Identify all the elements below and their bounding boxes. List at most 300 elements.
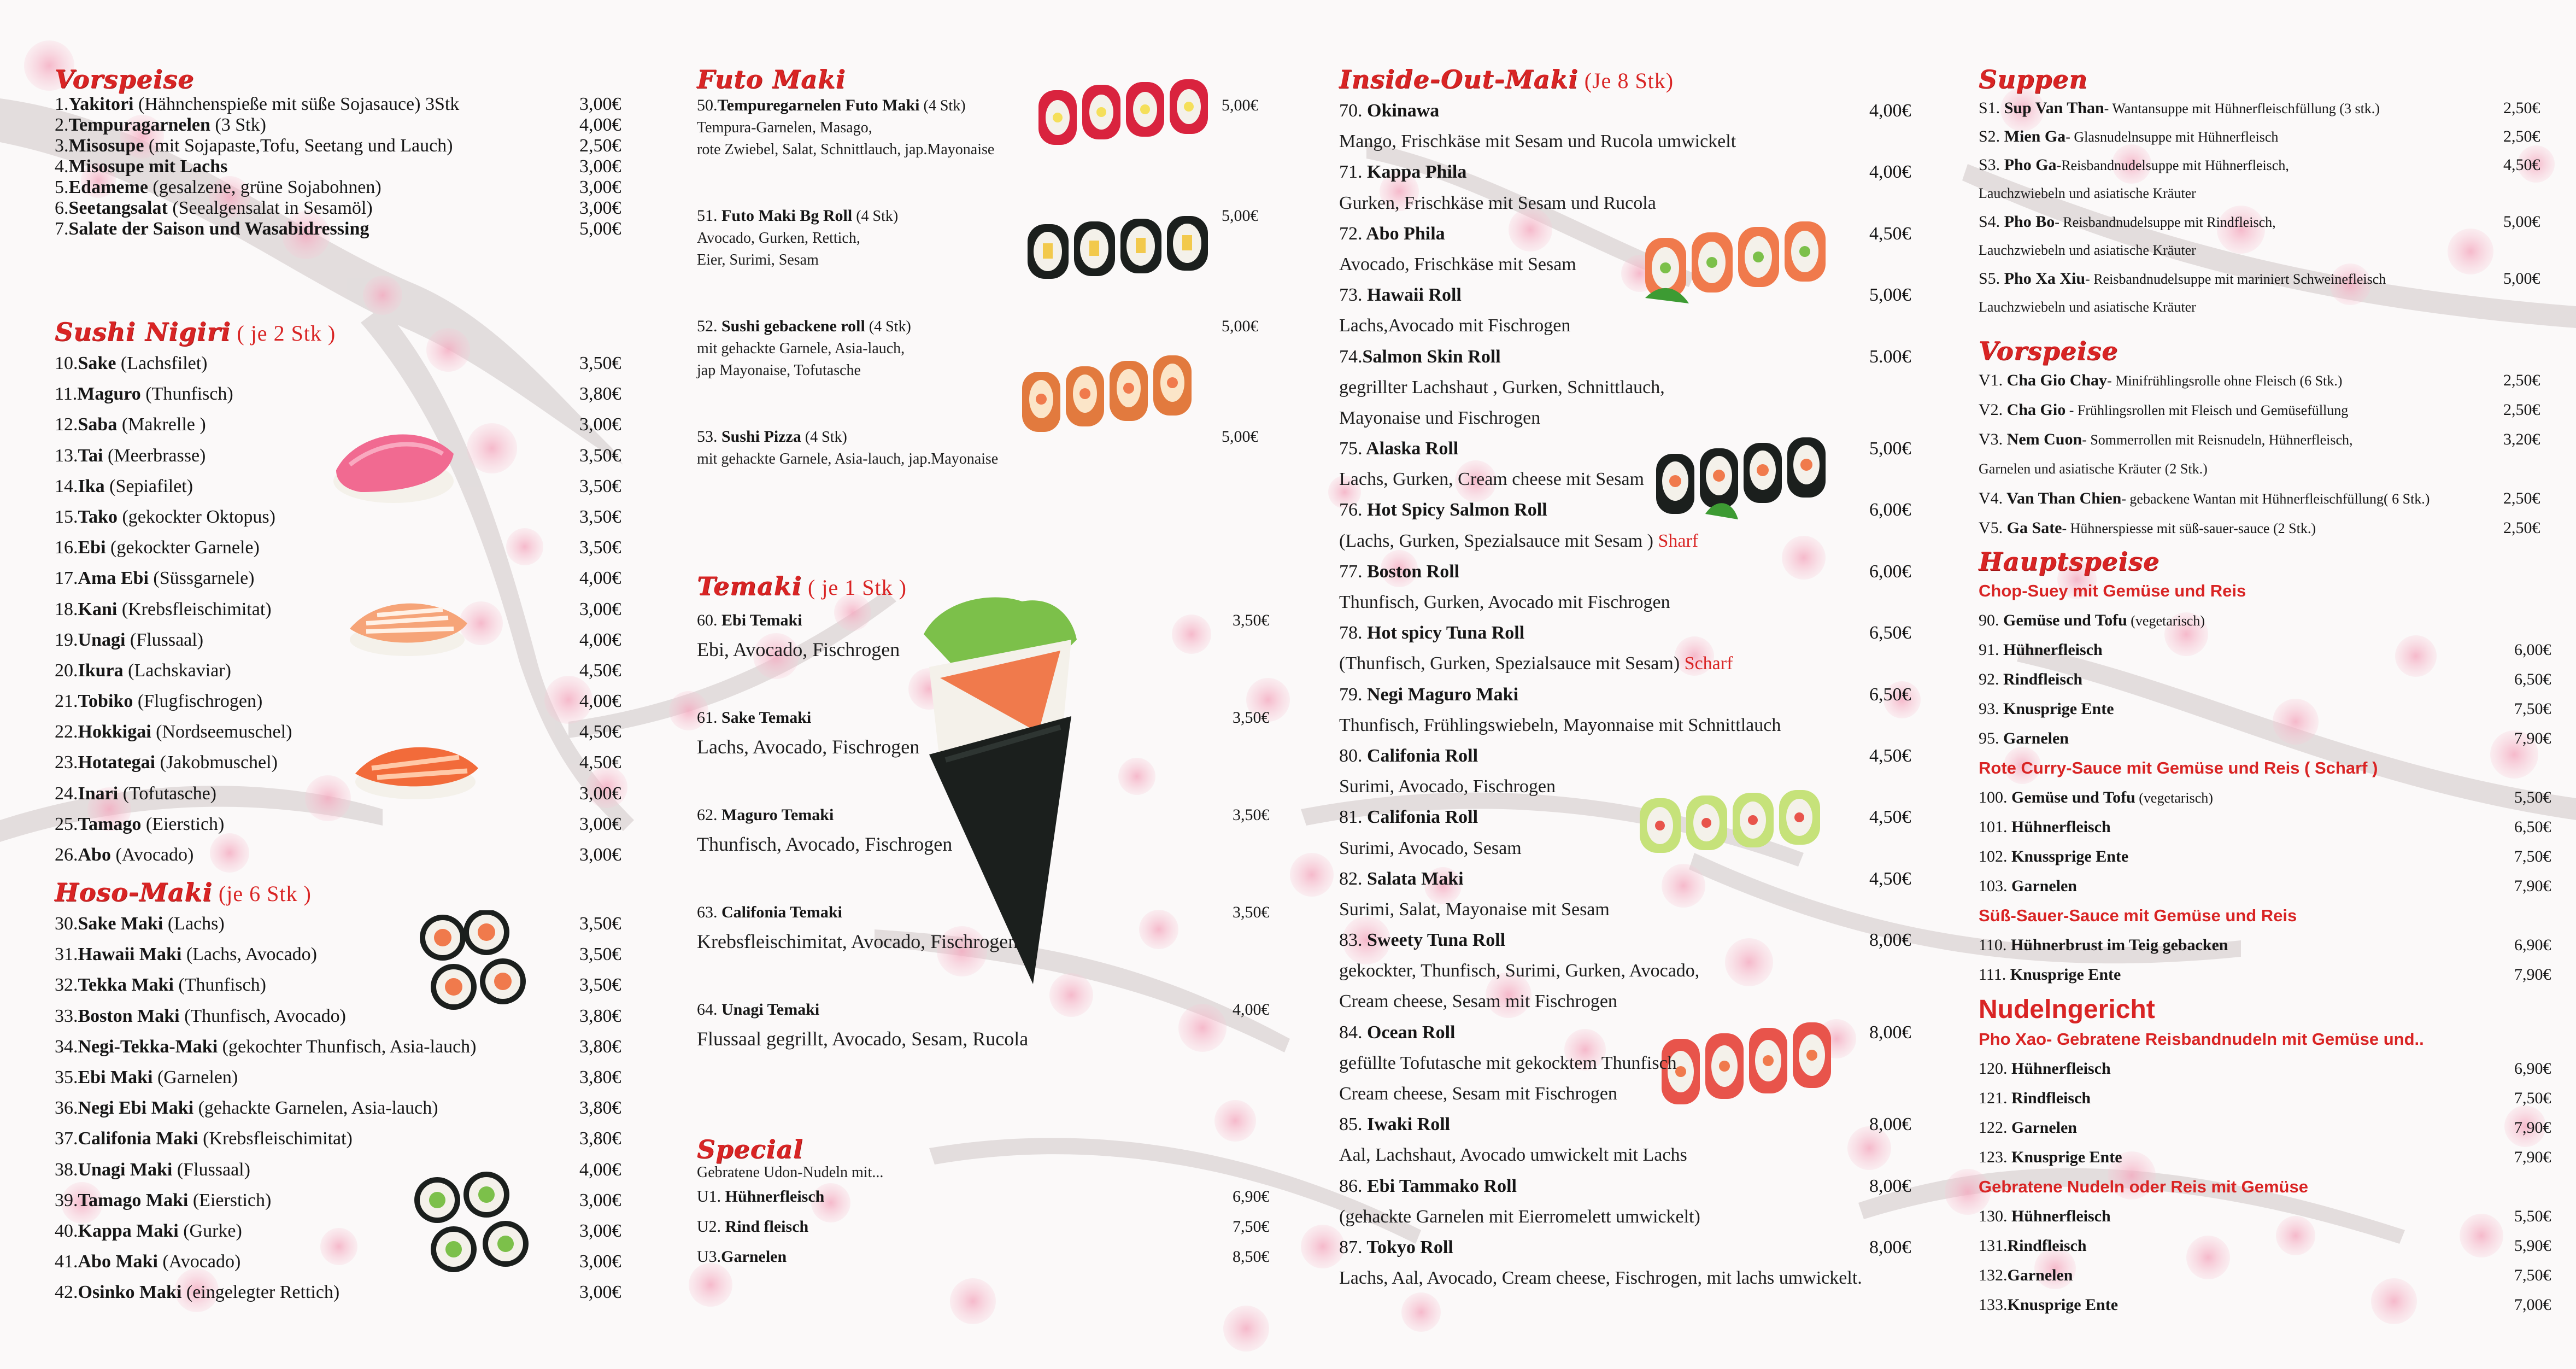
item-number: U3. bbox=[697, 1248, 721, 1266]
item-detail: Cream cheese, Sesam mit Fischrogen bbox=[1339, 991, 1617, 1012]
item-name: Califonia Temaki bbox=[717, 903, 842, 921]
menu-item bbox=[55, 1062, 629, 1093]
item-detail: Eier, Surimi, Sesam bbox=[697, 251, 819, 268]
item-number: V2. bbox=[1979, 401, 2003, 419]
item-description: (Garnelen) bbox=[152, 1067, 238, 1087]
menu-item bbox=[1979, 960, 2558, 990]
item-price: 2,50€ bbox=[579, 136, 621, 156]
item-number: 92. bbox=[1979, 670, 1999, 688]
item-price: 3,80€ bbox=[579, 1005, 621, 1026]
item-name: Hawaii Maki bbox=[78, 944, 182, 965]
item-price: 3,50€ bbox=[1233, 709, 1270, 727]
item-detail-text: (Thunfisch, Gurken, Spezialsauce mit Sesam) bbox=[1339, 653, 1680, 674]
item-description: (Tofutasche) bbox=[118, 783, 216, 804]
item-detail: Garnelen und asiatische Kräuter (2 Stk.) bbox=[1979, 461, 2208, 477]
item-name: Hokkigai bbox=[78, 722, 151, 742]
item-price: 6,00€ bbox=[1869, 500, 1911, 520]
section-sushi-nigiri bbox=[55, 317, 629, 870]
menu-item bbox=[55, 471, 629, 502]
item-detail: Lachs, Aal, Avocado, Cream cheese, Fischrogen, mit lachs umwickelt. bbox=[1339, 1268, 1862, 1289]
item-name: Unagi Maki bbox=[78, 1159, 173, 1180]
item-number: 77. bbox=[1339, 561, 1363, 582]
menu-item bbox=[1339, 219, 1929, 249]
section-suppen bbox=[1979, 65, 2558, 321]
menu-item bbox=[1979, 871, 2558, 901]
section-hauptspeise bbox=[1979, 547, 2558, 990]
menu-item bbox=[1339, 925, 1929, 956]
item-name: Ama Ebi bbox=[78, 568, 149, 589]
item-number: 62. bbox=[697, 806, 718, 824]
item-description: (Thunfisch) bbox=[140, 384, 233, 405]
item-name: Knusprige Ente bbox=[2006, 966, 2121, 984]
item-description: (Flussaal) bbox=[172, 1159, 250, 1180]
item-price: 8,50€ bbox=[1233, 1248, 1270, 1266]
item-description: (Nordseemuschel) bbox=[151, 722, 292, 742]
item-name: Tamago Maki bbox=[78, 1190, 189, 1210]
item-detail: Thunfisch, Frühlingswiebeln, Mayonnaise mit Schnittlauch bbox=[1339, 715, 1781, 735]
item-number: 25. bbox=[55, 814, 78, 834]
menu-item bbox=[55, 219, 629, 239]
item-name: Rind fleisch bbox=[721, 1218, 809, 1236]
item-detail: Mango, Frischkäse mit Sesam und Rucola umwickelt bbox=[1339, 131, 1736, 152]
item-number: 7. bbox=[55, 219, 69, 239]
menu-item bbox=[55, 533, 629, 563]
item-number: S4. bbox=[1979, 213, 2000, 231]
item-description: - Glasnudelnsuppe mit Hühnerfleisch bbox=[2066, 129, 2279, 145]
section-title: Vorspeise bbox=[55, 65, 195, 94]
item-price: 4,00€ bbox=[1869, 162, 1911, 183]
menu-item-group bbox=[697, 801, 1276, 859]
menu-item bbox=[1339, 1171, 1929, 1202]
menu-item bbox=[55, 156, 629, 177]
item-price: 6,90€ bbox=[1233, 1187, 1270, 1206]
item-name: Garnelen bbox=[721, 1248, 787, 1266]
item-detail: mit gehackte Garnele, Asia-lauch, jap.Mayonaise bbox=[697, 451, 999, 467]
item-price: 7,90€ bbox=[2514, 877, 2551, 895]
item-price: 7,50€ bbox=[1233, 1218, 1270, 1236]
item-price: 5,00€ bbox=[1869, 285, 1911, 306]
item-price: 3,00€ bbox=[579, 198, 621, 218]
item-number: 101. bbox=[1979, 818, 2008, 836]
item-detail: Lauchzwiebeln und asiatische Kräuter bbox=[1979, 299, 2196, 315]
item-detail: jap Mayonaise, Tofutasche bbox=[697, 362, 861, 379]
item-price: 5,50€ bbox=[2514, 1207, 2551, 1225]
item-name: Seetangsalat bbox=[68, 198, 168, 218]
menu-item-group bbox=[697, 899, 1276, 957]
item-price: 4,00€ bbox=[579, 691, 621, 712]
item-number: 80. bbox=[1339, 745, 1363, 766]
subsection-title: Rote Curry-Sauce mit Gemüse und Reis ( Scharf ) bbox=[1979, 758, 2378, 777]
item-price: 5,90€ bbox=[2514, 1237, 2551, 1255]
item-name: Alaska Roll bbox=[1362, 438, 1459, 459]
item-price: 7,90€ bbox=[2514, 966, 2551, 984]
subsection-title: Pho Xao- Gebratene Reisbandnudeln mit Gemüse und.. bbox=[1979, 1029, 2424, 1049]
item-price: 4,00€ bbox=[579, 1159, 621, 1180]
item-price: 3,50€ bbox=[579, 353, 621, 373]
item-number: 130. bbox=[1979, 1207, 2008, 1225]
item-number: 72. bbox=[1339, 223, 1363, 244]
item-price: 5,50€ bbox=[2514, 788, 2551, 806]
menu-item bbox=[697, 899, 1276, 926]
item-price: 4,00€ bbox=[579, 568, 621, 589]
item-description: (3 Stk) bbox=[210, 115, 266, 135]
item-name: Pho Xa Xiu bbox=[2000, 270, 2086, 288]
item-price: 2,50€ bbox=[2503, 519, 2540, 537]
item-number: 83. bbox=[1339, 930, 1363, 951]
item-number: 102. bbox=[1979, 847, 2008, 865]
item-name: Ebi Maki bbox=[78, 1067, 153, 1087]
item-name: Garnelen bbox=[2007, 1119, 2077, 1137]
item-price: 4,50€ bbox=[1869, 868, 1911, 889]
item-description: - Hühnerspiesse mit süß-sauer-sauce (2 Stk.) bbox=[2062, 520, 2316, 536]
item-number: 81. bbox=[1339, 807, 1363, 828]
menu-item bbox=[55, 563, 629, 594]
item-detail: Krebsfleischimitat, Avocado, Fischrogen bbox=[697, 931, 1018, 952]
menu-item bbox=[1979, 842, 2558, 871]
item-price: 4,50€ bbox=[579, 752, 621, 773]
item-number: 75. bbox=[1339, 438, 1363, 459]
item-description: (Sepiafilet) bbox=[104, 476, 193, 496]
item-detail: Lachs,Avocado mit Fischrogen bbox=[1339, 315, 1571, 336]
item-number: 37. bbox=[55, 1128, 78, 1149]
item-price: 5,00€ bbox=[2503, 213, 2540, 231]
item-name: Osinko Maki bbox=[78, 1282, 182, 1303]
item-number: 34. bbox=[55, 1036, 78, 1057]
item-name: Sake Maki bbox=[78, 914, 163, 934]
item-price: 8,00€ bbox=[1869, 1022, 1911, 1043]
section-hoso-maki bbox=[55, 877, 629, 1308]
item-price: 7,90€ bbox=[2514, 1148, 2551, 1166]
spicy-label: Scharf bbox=[1680, 653, 1733, 674]
section-title: Futo Maki bbox=[697, 65, 846, 94]
item-price: 7,50€ bbox=[2514, 1089, 2551, 1107]
item-number: 50. bbox=[697, 96, 718, 114]
item-name: Abo Maki bbox=[78, 1251, 158, 1272]
item-number: 2. bbox=[55, 115, 69, 135]
item-price: 4,00€ bbox=[1233, 1001, 1270, 1019]
item-description: (mit Sojapaste,Tofu, Seetang und Lauch) bbox=[144, 136, 453, 156]
item-price: 6,90€ bbox=[2514, 1060, 2551, 1078]
item-number: U1. bbox=[697, 1187, 721, 1206]
menu-item bbox=[1339, 864, 1929, 894]
item-detail: Surimi, Avocado, Sesam bbox=[1339, 838, 1522, 858]
menu-item bbox=[55, 840, 629, 870]
item-number: 26. bbox=[55, 845, 78, 865]
item-name: Abo Phila bbox=[1362, 223, 1445, 244]
menu-item bbox=[1339, 618, 1929, 648]
item-detail: Avocado, Frischkäse mit Sesam bbox=[1339, 254, 1576, 274]
item-number: 100. bbox=[1979, 788, 2008, 806]
item-number: 53. bbox=[697, 428, 718, 446]
item-price: 3,80€ bbox=[579, 1036, 621, 1057]
item-number: 10. bbox=[55, 353, 78, 373]
item-price: 3,80€ bbox=[579, 384, 621, 405]
item-price: 3,50€ bbox=[579, 914, 621, 934]
menu-item bbox=[55, 1124, 629, 1154]
item-number: S2. bbox=[1979, 127, 2000, 145]
item-price: 6,50€ bbox=[2514, 818, 2551, 836]
section-vorspeise bbox=[55, 65, 629, 239]
item-price: 5,00€ bbox=[1222, 317, 1259, 335]
item-number: 133. bbox=[1979, 1296, 2008, 1314]
item-name: Gemüse und Tofu bbox=[2007, 788, 2135, 806]
item-name: Hühnerbrust im Teig gebacken bbox=[2006, 936, 2228, 954]
item-number: 132. bbox=[1979, 1266, 2008, 1284]
item-name: Hawaii Roll bbox=[1362, 285, 1462, 306]
item-name: Rindfleisch bbox=[2007, 1089, 2091, 1107]
menu-item bbox=[55, 441, 629, 471]
item-description: (Lachs, Avocado) bbox=[181, 944, 318, 965]
item-name: Tai bbox=[78, 445, 103, 466]
menu-item bbox=[697, 1212, 1276, 1242]
item-name: Tempuragarnelen bbox=[68, 115, 210, 135]
menu-item-group bbox=[697, 704, 1276, 762]
item-name: Salate der Saison und Wasabidressing bbox=[68, 219, 369, 239]
item-description: (Lachsfilet) bbox=[116, 353, 208, 373]
item-number: 30. bbox=[55, 914, 78, 934]
item-description: (Meerbrasse) bbox=[103, 445, 206, 466]
item-detail: Surimi, Salat, Mayonaise mit Sesam bbox=[1339, 899, 1610, 920]
item-detail: Mayonaise und Fischrogen bbox=[1339, 407, 1541, 428]
item-number: 74. bbox=[1339, 346, 1363, 367]
menu-item bbox=[697, 1181, 1276, 1212]
item-number: U2. bbox=[697, 1218, 721, 1236]
item-price: 3,00€ bbox=[579, 814, 621, 834]
item-number: 70. bbox=[1339, 101, 1363, 121]
item-description: (Eierstich) bbox=[141, 814, 225, 834]
menu-item bbox=[697, 425, 1276, 448]
item-name: Cha Gio bbox=[2003, 401, 2066, 419]
menu-item-group bbox=[697, 996, 1276, 1054]
item-number: 15. bbox=[55, 506, 78, 527]
item-number: 13. bbox=[55, 445, 78, 466]
item-number: 121. bbox=[1979, 1089, 2008, 1107]
menu-item bbox=[697, 704, 1276, 732]
menu-item-group bbox=[697, 94, 1276, 161]
item-name: Negi-Tekka-Maki bbox=[78, 1036, 218, 1057]
item-number: 19. bbox=[55, 629, 78, 650]
item-name: Rindfleisch bbox=[1999, 670, 2083, 688]
item-name: Iwaki Roll bbox=[1362, 1114, 1451, 1135]
menu-item bbox=[55, 809, 629, 840]
item-price: 5,00€ bbox=[579, 219, 621, 239]
menu-item bbox=[1979, 1202, 2558, 1231]
item-number: 16. bbox=[55, 537, 78, 558]
menu-item bbox=[697, 1242, 1276, 1272]
menu-item bbox=[1979, 694, 2558, 724]
item-number: 64. bbox=[697, 1001, 718, 1019]
item-description: (gesalzene, grüne Sojabohnen) bbox=[148, 177, 382, 197]
menu-item bbox=[1979, 1084, 2558, 1113]
item-number: 122. bbox=[1979, 1119, 2008, 1137]
item-description: (Flussaal) bbox=[125, 629, 204, 650]
item-name: Knusprige Ente bbox=[2007, 1148, 2122, 1166]
item-price: 2,50€ bbox=[2503, 489, 2540, 507]
item-name: Hühnerfleisch bbox=[1999, 641, 2103, 659]
item-price: 3,50€ bbox=[579, 944, 621, 965]
item-price: 4,50€ bbox=[579, 722, 621, 742]
menu-item bbox=[55, 177, 629, 198]
item-description: (Süssgarnele) bbox=[148, 568, 255, 589]
menu-item bbox=[55, 717, 629, 747]
item-name: Tobiko bbox=[78, 691, 133, 712]
item-name: Ebi bbox=[78, 537, 106, 558]
item-description: (Flugfischrogen) bbox=[133, 691, 263, 712]
item-number: 42. bbox=[55, 1282, 78, 1303]
item-detail: (gehackte Garnelen mit Eierromelett umwickelt) bbox=[1339, 1206, 1700, 1227]
item-description: (gekochter Thunfisch, Asia-lauch) bbox=[218, 1036, 477, 1057]
item-price: 3,50€ bbox=[579, 476, 621, 496]
menu-item bbox=[1979, 665, 2558, 694]
item-number: V4. bbox=[1979, 489, 2003, 507]
menu-item-group bbox=[697, 204, 1276, 271]
item-number: 3. bbox=[55, 136, 69, 156]
item-price: 2,50€ bbox=[2503, 371, 2540, 389]
item-price: 8,00€ bbox=[1869, 1237, 1911, 1257]
menu-item bbox=[55, 1155, 629, 1185]
section-vorspeise-2 bbox=[1979, 336, 2558, 543]
section-title: Hauptspeise bbox=[1979, 547, 2160, 576]
item-price: 3,00€ bbox=[579, 1251, 621, 1272]
item-description: - Sommerrollen mit Reisnudeln, Hühnerfleisch, bbox=[2082, 432, 2353, 448]
item-price: 7,50€ bbox=[2514, 1266, 2551, 1284]
item-name: Van Than Chien bbox=[2003, 489, 2122, 507]
item-price: 3,00€ bbox=[579, 94, 621, 114]
item-number: 35. bbox=[55, 1067, 78, 1087]
item-price: 4,50€ bbox=[1869, 807, 1911, 828]
item-name: Boston Maki bbox=[78, 1005, 180, 1026]
section-title: Inside-Out-Maki (Je 8 Stk) bbox=[1339, 65, 1674, 94]
section-title: Suppen bbox=[1979, 65, 2088, 94]
item-number: 32. bbox=[55, 975, 78, 996]
item-name: Mien Ga bbox=[2000, 127, 2066, 145]
item-description: - Wantansuppe mit Hühnerfleischfüllung (3 stk.) bbox=[2104, 101, 2380, 116]
item-number: 41. bbox=[55, 1251, 78, 1272]
item-name: Garnelen bbox=[2007, 877, 2077, 895]
item-name: Okinawa bbox=[1362, 101, 1440, 121]
item-description: (gehackte Garnelen, Asia-lauch) bbox=[193, 1098, 438, 1119]
item-name: Pho Bo bbox=[2000, 213, 2055, 231]
item-description: (Avocado) bbox=[110, 845, 194, 865]
section-title: Special bbox=[697, 1134, 803, 1164]
item-name: Negi Maguro Maki bbox=[1362, 684, 1519, 705]
item-detail: Thunfisch, Avocado, Fischrogen bbox=[697, 833, 953, 855]
menu-item bbox=[55, 1277, 629, 1308]
menu-item bbox=[55, 1216, 629, 1247]
item-name: Knusprige Ente bbox=[2007, 1296, 2119, 1314]
menu-item bbox=[55, 1001, 629, 1032]
item-name: Boston Roll bbox=[1362, 561, 1460, 582]
item-price: 3,00€ bbox=[579, 845, 621, 865]
item-number: 93. bbox=[1979, 700, 1999, 718]
item-number: 52. bbox=[697, 317, 718, 335]
item-name: Sake bbox=[78, 353, 116, 373]
item-name: Tokyo Roll bbox=[1362, 1237, 1453, 1257]
item-name: Yakitori bbox=[68, 94, 134, 114]
item-number: 63. bbox=[697, 903, 718, 921]
item-name: Hot Spicy Salmon Roll bbox=[1362, 500, 1547, 520]
menu-item bbox=[1979, 425, 2558, 454]
item-name: Salmon Skin Roll bbox=[1362, 346, 1501, 367]
item-price: 6,50€ bbox=[2514, 670, 2551, 688]
item-detail: Thunfisch, Gurken, Avocado mit Fischrogen bbox=[1339, 592, 1670, 612]
item-name: Edameme bbox=[68, 177, 148, 197]
item-number: 82. bbox=[1339, 868, 1363, 889]
item-number: 103. bbox=[1979, 877, 2008, 895]
item-number: 5. bbox=[55, 177, 69, 197]
menu-item bbox=[55, 1093, 629, 1124]
subsection-title: Gebratene Nudeln oder Reis mit Gemüse bbox=[1979, 1177, 2308, 1196]
subsection-title: Süß-Sauer-Sauce mit Gemüse und Reis bbox=[1979, 906, 2297, 925]
item-name: Califonia Roll bbox=[1362, 745, 1478, 766]
item-name: Pho Ga bbox=[2000, 156, 2057, 174]
section-title: Sushi Nigiri ( je 2 Stk ) bbox=[55, 317, 336, 347]
item-price: 3,80€ bbox=[579, 1128, 621, 1149]
item-detail bbox=[1339, 648, 1929, 679]
item-detail: Flussaal gegrillt, Avocado, Sesam, Rucola bbox=[697, 1028, 1029, 1050]
item-price: 3,00€ bbox=[579, 1220, 621, 1241]
item-name: Tempuregarnelen Futo Maki bbox=[717, 96, 920, 114]
item-description: - Reisbandnudelsuppe mit mariniert Schweinefleisch bbox=[2085, 271, 2386, 287]
menu-item bbox=[55, 939, 629, 970]
item-name: Ika bbox=[78, 476, 105, 496]
item-name: Sushi gebackene roll bbox=[717, 317, 865, 335]
section-title: Vorspeise bbox=[1979, 336, 2119, 366]
menu-item bbox=[1339, 1109, 1929, 1140]
item-name: Hot spicy Tuna Roll bbox=[1362, 623, 1525, 643]
menu-item bbox=[55, 686, 629, 717]
item-number: 36. bbox=[55, 1098, 78, 1119]
item-number: 4. bbox=[55, 156, 69, 177]
item-price: 6,50€ bbox=[1869, 623, 1911, 643]
item-name: Unagi Temaki bbox=[717, 1001, 820, 1019]
item-number: 39. bbox=[55, 1190, 78, 1210]
item-number: 110. bbox=[1979, 936, 2007, 954]
menu-item bbox=[55, 909, 629, 939]
menu-item bbox=[1979, 513, 2558, 543]
item-name: Tamago bbox=[78, 814, 142, 834]
item-price: 7,90€ bbox=[2514, 729, 2551, 747]
item-description: (Krebsfleischimitat) bbox=[198, 1128, 353, 1149]
item-number: 17. bbox=[55, 568, 78, 589]
item-price: 3,50€ bbox=[579, 975, 621, 996]
item-price: 3,00€ bbox=[579, 177, 621, 197]
item-price: 4,00€ bbox=[1869, 101, 1911, 121]
item-description: -Reisbandnudelsuppe mit Hühnerfleisch, bbox=[2056, 157, 2289, 173]
item-description: (Krebsfleischimitat) bbox=[117, 599, 272, 619]
menu-item bbox=[1339, 680, 1929, 710]
item-price: 8,00€ bbox=[1869, 1114, 1911, 1135]
item-number: 71. bbox=[1339, 162, 1363, 183]
item-name: Abo bbox=[78, 845, 111, 865]
item-name: Sweety Tuna Roll bbox=[1362, 930, 1506, 951]
item-number: 51. bbox=[697, 207, 718, 225]
item-name: Garnelen bbox=[1999, 729, 2069, 747]
item-number: 131. bbox=[1979, 1237, 2008, 1255]
menu-item bbox=[1339, 741, 1929, 771]
item-name: Ebi Tammako Roll bbox=[1362, 1175, 1517, 1196]
item-number: 84. bbox=[1339, 1022, 1363, 1043]
item-number: 90. bbox=[1979, 611, 1999, 629]
item-description: (4 Stk) bbox=[919, 97, 966, 114]
item-name: Cha Gio Chay bbox=[2003, 371, 2108, 389]
menu-item bbox=[55, 198, 629, 219]
item-name: Knusprige Ente bbox=[1999, 700, 2114, 718]
item-name: Ga Sate bbox=[2003, 519, 2062, 537]
item-price: 4,50€ bbox=[579, 660, 621, 681]
item-description: (vegetarisch) bbox=[2127, 613, 2205, 629]
item-price: 3,80€ bbox=[579, 1098, 621, 1119]
